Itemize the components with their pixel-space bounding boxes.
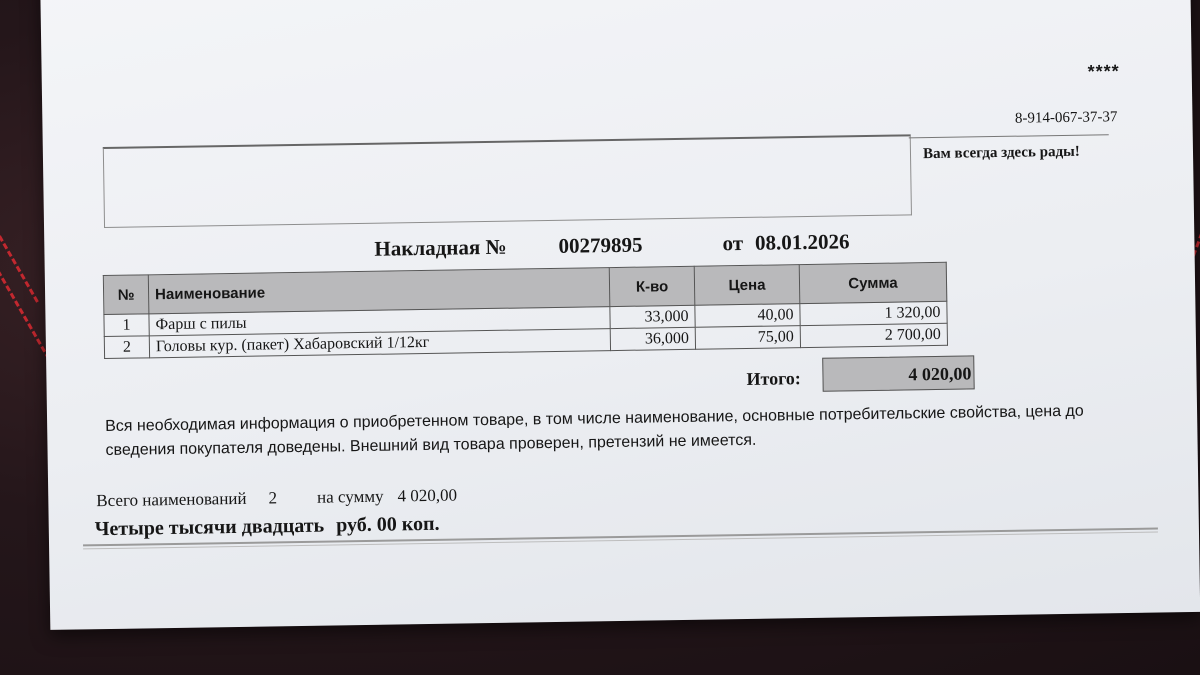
amount-words-currency: руб. 00 коп. xyxy=(335,512,440,537)
summary-sum-label: на сумму xyxy=(316,486,384,507)
invoice-date-label: от xyxy=(722,230,744,256)
row-sum: 2 700,00 xyxy=(800,323,947,347)
row-name: Фарш с пилы xyxy=(149,307,610,336)
column-header-number: № xyxy=(103,275,149,315)
invoice-number: 00279895 xyxy=(558,232,643,258)
total-value: 4 020,00 xyxy=(822,355,975,391)
row-qty: 33,000 xyxy=(610,305,695,328)
total-label: Итого: xyxy=(746,368,801,389)
row-sum: 1 320,00 xyxy=(800,301,947,325)
column-header-qty: К-во xyxy=(609,266,695,306)
summary-sum: 4 020,00 xyxy=(397,485,458,506)
amount-words-text: Четыре тысячи двадцать xyxy=(94,514,325,541)
row-name: Головы кур. (пакет) Хабаровский 1/12кг xyxy=(149,329,610,358)
disclaimer-text: Вся необходимая информация о приобретенном товаре, в том числе наименование, основные потребительские свойства, цена до сведения покупателя доведены. Внешний вид товара проверен, претензий не имеется. xyxy=(105,402,1084,460)
header-divider xyxy=(909,134,1109,138)
masked-company-name: **** xyxy=(1087,61,1120,82)
invoice-title-label: Накладная № xyxy=(374,234,507,261)
column-header-price: Цена xyxy=(694,265,800,306)
invoice-date: 08.01.2026 xyxy=(754,229,850,255)
welcome-text: Вам всегда здесь рады! xyxy=(922,143,1080,163)
row-qty: 36,000 xyxy=(610,327,695,350)
row-price: 75,00 xyxy=(695,326,800,350)
amount-in-words xyxy=(95,513,440,541)
header-box xyxy=(103,134,912,228)
summary-count-label: Всего наименований xyxy=(96,488,247,511)
phone-number: 8-914-067-37-37 xyxy=(1014,109,1118,127)
invoice-title xyxy=(374,229,850,261)
invoice-paper xyxy=(40,0,1200,630)
column-header-name: Наименование xyxy=(148,268,610,314)
row-number: 1 xyxy=(104,314,149,337)
row-price: 40,00 xyxy=(695,304,800,328)
items-summary xyxy=(96,486,457,512)
summary-count: 2 xyxy=(268,488,278,508)
row-number: 2 xyxy=(104,336,149,359)
items-table xyxy=(103,262,948,359)
column-header-sum: Сумма xyxy=(799,262,947,303)
